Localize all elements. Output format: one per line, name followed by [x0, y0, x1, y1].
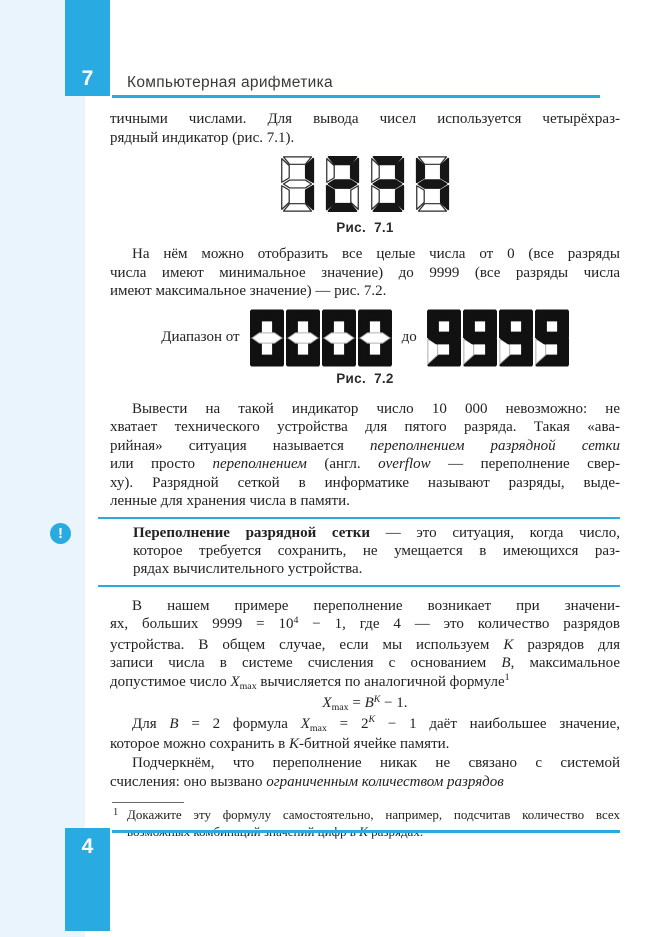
seven-segment-digit-2 [325, 155, 360, 213]
paragraph-conclusion [110, 754, 620, 791]
figure-7-2 [110, 309, 620, 386]
page-number: 4 [81, 835, 94, 858]
text-line: рийная» ситуация называется переполнением разрядной сетки [110, 437, 620, 454]
seven-segment-digit-0 [250, 309, 284, 367]
text-line: или просто переполнением (англ. overflow — переполнение свер- [110, 456, 620, 473]
chapter-title: Компьютерная арифметика [127, 74, 333, 91]
paragraph-formula-intro [110, 597, 620, 694]
text-line: На нём можно отобразить все целые числа от 0 (все разряды [132, 246, 620, 263]
seven-segment-digit-9 [499, 309, 533, 367]
text-line: допустимое число Xmax вычисляется по аналогичной формуле$^1$ [110, 672, 510, 692]
text-line: Для B = 2 формула $Xmax = 2^K - 1$ даёт наибольшее значение, [132, 714, 620, 734]
footnote [110, 807, 620, 840]
left-margin-strip [0, 0, 85, 937]
page-number-box [65, 828, 110, 931]
text-line: рядный индикатор (рис. 7.1). [110, 129, 295, 146]
seven-segment-digit-0 [358, 309, 392, 367]
seven-segment-digit-0 [286, 309, 320, 367]
figure-7-1 [110, 155, 620, 235]
definition-text [133, 524, 620, 579]
text-line: $Xmax = B^K - 1$. [322, 693, 408, 714]
seven-segment-digit-9 [463, 309, 497, 367]
seven-segment-digit-3 [370, 155, 405, 213]
text-line: Докажите эту формулу самостоятельно, например, подсчитав количество всех [127, 807, 620, 823]
text-line: устройства. В общем случае, если мы используем K разрядов для [110, 636, 620, 653]
footnote-marker: 1 [113, 807, 119, 819]
definition-block [58, 517, 621, 587]
text-line: которое можно сохранить в K-битной ячейке памяти. [110, 736, 450, 753]
seven-segment-digit-0 [322, 309, 356, 367]
text-line: В нашем примере переполнение возникает при значени- [132, 597, 620, 614]
figure-7-2-caption: Рис. 7.2 [336, 370, 394, 386]
formula-xmax [110, 694, 620, 715]
range-to-label: до [401, 329, 417, 346]
seven-segment-digit-9 [427, 309, 461, 367]
text-line: которое требуется сохранить, не умещается в имеющихся раз- [133, 543, 620, 560]
chapter-number-tab [65, 0, 110, 96]
seven-segment-digit-4 [415, 155, 450, 213]
paragraph-intro [110, 110, 620, 147]
seven-segment-display-9999 [427, 309, 569, 367]
alert-exclamation-icon: ! [50, 523, 71, 544]
paragraph-range [110, 245, 620, 301]
seven-segment-digit-1 [280, 155, 315, 213]
figure-7-2-display-row [110, 309, 620, 367]
page-content [58, 110, 621, 840]
figure-7-1-display-row [110, 155, 620, 213]
figure-7-1-caption: Рис. 7.1 [336, 220, 394, 236]
paragraph-binary-case [110, 715, 620, 754]
text-line: Вывести на такой индикатор число 10 000 невозможно: не [132, 400, 620, 417]
text-line: Переполнение разрядной сетки — это ситуация, когда число, [133, 525, 621, 542]
text-line: числа имеют минимальное значение) до 9999 (все разряды числа [110, 264, 620, 281]
footnote-divider [112, 802, 184, 803]
seven-segment-display-0000 [250, 309, 392, 367]
text-line: записи числа в системе счисления с основанием B, максимальное [110, 655, 620, 672]
seven-segment-digit-9 [535, 309, 569, 367]
text-line: тичными числами. Для вывода чисел используется четырёхраз- [110, 111, 620, 127]
text-line: ленные для хранения числа в памяти. [110, 493, 350, 510]
seven-segment-display-1234 [280, 155, 450, 213]
paragraph-overflow [110, 400, 620, 511]
text-line: счисления: оно вызвано ограниченным количеством разрядов [110, 773, 504, 790]
text-line: Подчеркнём, что переполнение никак не связано с системой [132, 755, 620, 771]
footnote-text [127, 807, 620, 840]
header-divider [112, 95, 600, 98]
range-from-label: Диапазон от [161, 329, 240, 346]
footer-divider [112, 830, 620, 833]
text-line: ху). Разрядной сеткой в информатике называют разряды, выде- [110, 474, 620, 491]
text-line: хватает технического устройства для пятого разряда. Такая «ава- [110, 419, 620, 436]
text-line: ях, больших $9999 = 10^4 - 1$, где 4 — это количество разрядов [110, 614, 620, 633]
text-line: имеют максимальное значение) — рис. 7.2. [110, 283, 387, 300]
text-line: рядах вычислительного устройства. [133, 561, 363, 578]
chapter-number: 7 [81, 67, 94, 90]
